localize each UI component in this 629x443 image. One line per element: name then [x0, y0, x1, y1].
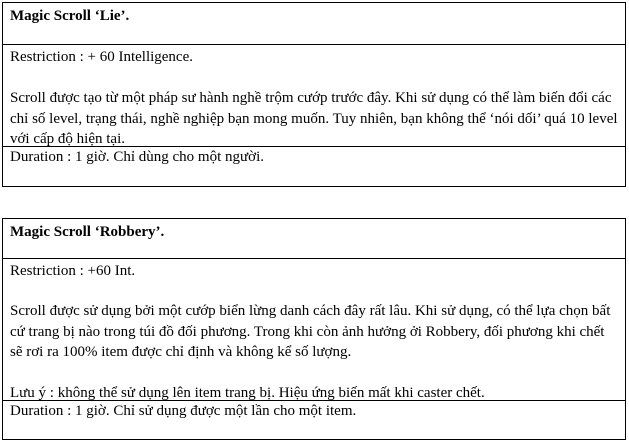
scroll-description: Scroll được tạo từ một pháp sư hành nghề trộm cướp trước đây. Khi sử dụng có thể làm biến đổi các chỉ số level, trạng thái, nghề nghiệp bạn mong muốn. Tuy nhiên, bạn không thể ‘nói dối’ quá 10 level với cấp độ hiện tại.	[10, 90, 618, 147]
scroll-note: Lưu ý : không thể sử dụng lên item trang bị. Hiệu ứng biến mất khi caster chết.	[10, 384, 485, 401]
row-divider	[3, 400, 625, 401]
scroll-card-lie	[2, 2, 626, 187]
scroll-body-cell	[3, 262, 625, 403]
scroll-footer-cell	[3, 402, 625, 421]
scroll-description: Scroll được sử dụng bởi một cướp biển lừng danh cách đây rất lâu. Khi sử dụng, có thể lựa chọn bất cứ trang bị nào trong túi đồ đối phương. Trong khi còn ảnh hưởng ởi Robbery, đối phương khi chết sẽ rơi ra 100% item được chỉ định và không kể số lượng.	[10, 303, 611, 360]
scroll-footer-cell	[3, 148, 625, 167]
scroll-title-cell	[3, 222, 625, 242]
scroll-title-cell	[3, 6, 625, 26]
row-divider	[3, 44, 625, 45]
row-divider	[3, 258, 625, 259]
scroll-duration: Duration : 1 giờ. Chỉ sử dụng được một lần cho một item.	[10, 403, 357, 419]
scroll-title: Magic Scroll ‘Robbery’.	[10, 224, 165, 240]
scroll-card-robbery	[2, 218, 626, 440]
scroll-duration: Duration : 1 giờ. Chỉ dùng cho một người.	[10, 149, 264, 165]
scroll-title: Magic Scroll ‘Lie’.	[10, 8, 130, 24]
scroll-body-cell	[3, 48, 625, 150]
row-divider	[3, 146, 625, 147]
scroll-restriction: Restriction : +60 Int.	[10, 263, 136, 279]
scroll-restriction: Restriction : + 60 Intelligence.	[10, 49, 193, 65]
